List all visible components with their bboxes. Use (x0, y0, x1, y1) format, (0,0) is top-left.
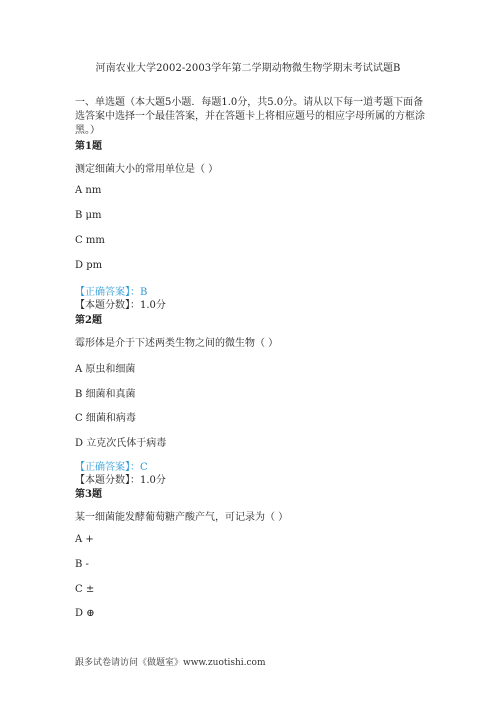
question-1-stem: 测定细菌大小的常用单位是（ ） (75, 164, 219, 175)
page-title: 河南农业大学2002-2003学年第二学期动物微生物学期末考试试题B (95, 63, 401, 74)
question-3-option-d: D ⊕ (75, 608, 95, 619)
question-2-heading: 第2题 (75, 315, 102, 326)
question-1-option-c: C mm (75, 235, 105, 246)
question-2-option-d: D 立克次氏体于病毒 (75, 438, 167, 449)
question-2-answer: 【正确答案】：C (75, 462, 148, 473)
question-2-option-a: A 原虫和细菌 (75, 364, 136, 375)
question-1-option-b: B μm (75, 210, 102, 221)
question-3-option-a: A + (75, 534, 94, 545)
question-3-option-b: B - (75, 559, 89, 570)
question-1-option-a: A nm (75, 185, 102, 196)
question-3-stem: 某一细菌能发酵葡萄糖产酸产气，可记录为（ ） (75, 512, 289, 523)
question-1-option-d: D pm (75, 260, 103, 271)
question-3-heading: 第3题 (75, 489, 102, 500)
question-1-heading: 第1题 (75, 141, 102, 152)
question-2-score: 【本题分数】：1.0分 (75, 475, 166, 486)
question-1-answer: 【正确答案】：B (75, 287, 148, 298)
section-instructions: 一、单选题（本大题5小题．每题1.0分，共5.0分。请从以下每一道考题下面备选答案中选择一个最佳答案，并在答题卡上将相应题号的相应字母所属的方框涂黑。） (75, 97, 425, 136)
question-2-option-b: B 细菌和真菌 (75, 389, 136, 400)
question-2-option-c: C 细菌和病毒 (75, 413, 136, 424)
page-footer: 跟多试卷请访问《做题室》www.zuotishi.com (75, 658, 266, 668)
question-1-score: 【本题分数】：1.0分 (75, 300, 166, 311)
question-3-option-c: C ± (75, 584, 95, 595)
question-2-stem: 霉形体是介于下述两类生物之间的微生物（ ） (75, 338, 279, 349)
